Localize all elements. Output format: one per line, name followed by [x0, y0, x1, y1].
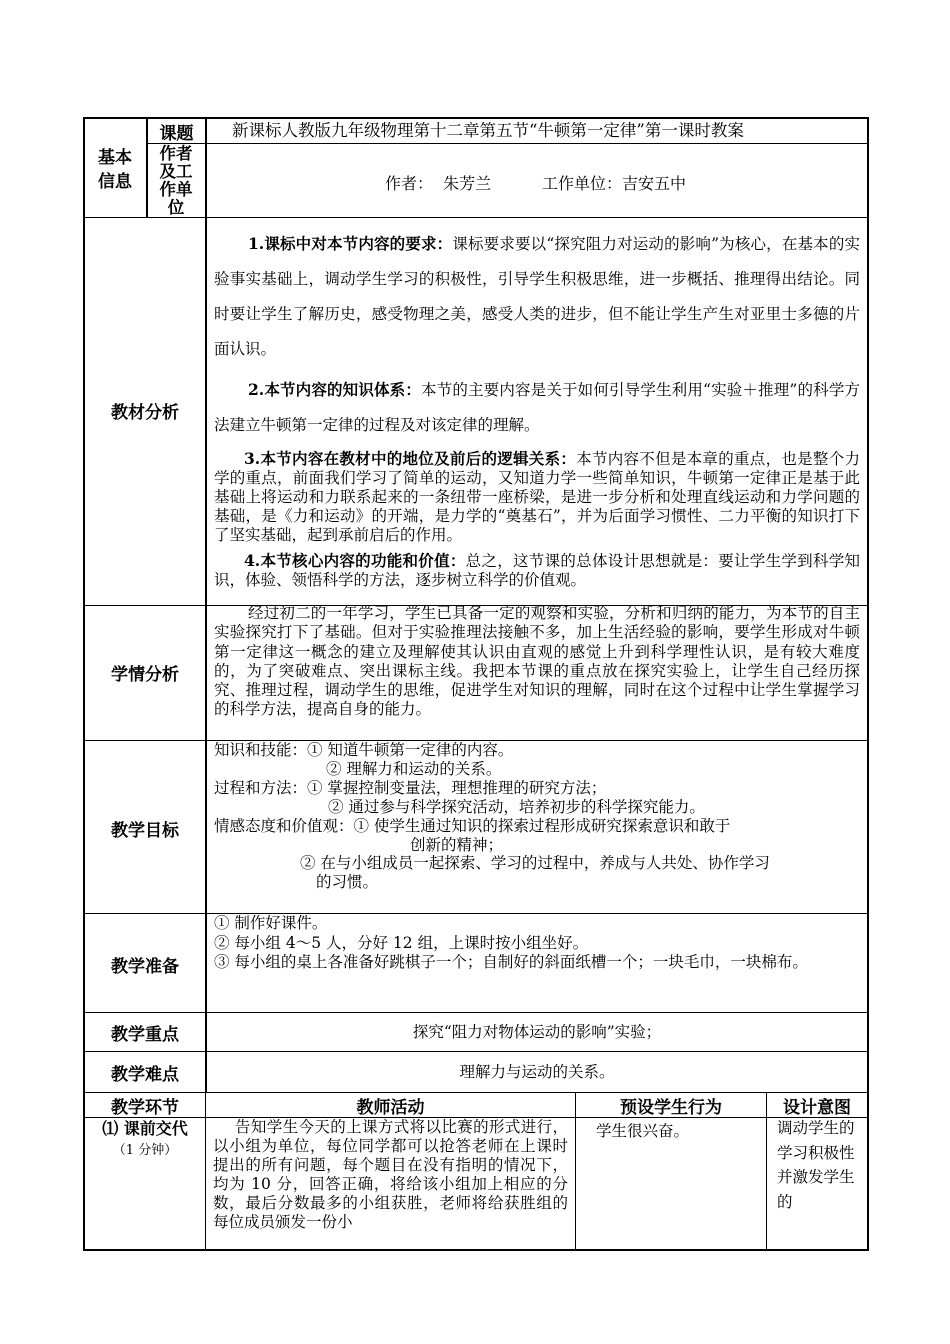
process-header-student: 预设学生行为 — [620, 1097, 722, 1118]
goal-line-6: 创新的精神； — [410, 835, 504, 854]
difficulty-label: 教学难点 — [111, 1064, 179, 1085]
process-step-name: ⑴ 课前交代 — [102, 1119, 188, 1138]
basic-info-label: 基本信息 — [98, 148, 132, 192]
goal-line-3: 过程和方法：① 掌握控制变量法，理想推理的研究方法； — [214, 778, 607, 797]
teaching-prep-content — [214, 914, 860, 973]
student-analysis-content: 经过初二的一年学习，学生已具备一定的观察和实验，分析和归纳的能力，为本节的自主实验探究打下了基础。但对于实验推理法接触不多，加上生活经验的影响，要学生形成对牛顿第一定律这一概念的建立及理解使其认识由直观的感觉上升到科学理性认识，是有较大难度的，为了突破难点、突出课标主线。我把本节课的重点放在探究实验上，让学生自己经历探究、推理过程，调动学生的思维，促进学生对知识的理解，同时在这个过程中让学生掌握学习的科学方法，提高自身的能力。 — [214, 604, 860, 719]
process-header-teacher: 教师活动 — [356, 1097, 425, 1118]
goal-line-1: 知识和技能：① 知道牛顿第一定律的内容。 — [214, 741, 514, 759]
material-p1: 1.课标中对本节内容的要求：课标要求要以“探究阻力对运动的影响”为核心，在基本的实验事实基础上，调动学生学习的积极性，引导学生积极思维，进一步概括、推理得出结论。同时要让学生了解历史，感受物理之美，感受人类的进步，但不能让学生产生对亚里士多德的片面认识。 — [214, 234, 860, 358]
process-step-cell — [85, 1118, 205, 1162]
process-header-step: 教学环节 — [111, 1097, 179, 1118]
process-step-time: （1 分钟） — [112, 1143, 178, 1158]
prep-line-3: ③ 每小组的桌上各准备好跳棋子一个；自制好的斜面纸槽一个；一块毛巾，一块棉布。 — [214, 953, 808, 971]
lesson-title: 新课标人教版九年级物理第十二章第五节“牛顿第一定律”第一课时教案 — [232, 121, 744, 140]
process-design-intent: 调动学生的学习积极性并激发学生的 — [777, 1119, 855, 1211]
teaching-goals-content — [214, 741, 864, 892]
goal-line-8: 的习惯。 — [316, 873, 379, 892]
key-point-label: 教学重点 — [111, 1024, 179, 1045]
goal-line-5: 情感态度和价值观：① 使学生通过知识的探索过程形成研究探索意识和敢于 — [214, 816, 731, 835]
prep-line-2: ② 每小组 4～5 人，分好 12 组，上课时按小组坐好。 — [214, 933, 589, 952]
goal-line-2: ② 理解力和运动的关系。 — [326, 759, 502, 778]
goal-line-4: ② 通过参与科学探究活动，培养初步的科学探究能力。 — [328, 797, 705, 816]
title-label: 课题 — [159, 123, 194, 144]
material-analysis-content — [214, 226, 860, 590]
author-label: 作者及工作单位 — [159, 143, 193, 217]
student-analysis-label: 学情分析 — [111, 664, 179, 685]
key-point-value: 探究“阻力对物体运动的影响”实验； — [412, 1023, 662, 1041]
material-p4: 4.本节核心内容的功能和价值：总之，这节课的总体设计思想就是：要让学生学到科学知识，体验、领悟科学的方法，逐步树立科学的价值观。 — [214, 551, 860, 589]
material-p2: 2.本节内容的知识体系：本节的主要内容是关于如何引导学生利用“实验＋推理”的科学方法建立牛顿第一定律的过程及对该定律的理解。 — [214, 380, 860, 434]
process-header-intent: 设计意图 — [783, 1097, 851, 1118]
prep-line-1: ① 制作好课件。 — [214, 914, 328, 932]
difficulty-value: 理解力与运动的关系。 — [459, 1063, 615, 1081]
goal-line-7: ② 在与小组成员一起探索、学习的过程中，养成与人共处、协作学习 — [300, 854, 770, 873]
material-p3: 3.本节内容在教材中的地位及前后的逻辑关系：本节内容不但是本章的重点，也是整个力学的重点，前面我们学习了简单的运动，又知道力学一些简单知识，牛顿第一定律正是基于此基础上将运动和力联系起来的一条纽带一座桥梁，是进一步分析和处理直线运动和力学问题的基础，是《力和运动》的开端，是力学的“奠基石”，并为后面学习惯性、二力平衡的知识打下了坚实基础，起到承前启后的作用。 — [214, 449, 860, 544]
teaching-prep-label: 教学准备 — [111, 956, 179, 977]
process-student-behavior: 学生很兴奋。 — [596, 1122, 690, 1140]
material-analysis-label: 教材分析 — [111, 402, 179, 423]
author-info: 作者： 朱芳兰 工作单位：吉安五中 — [385, 174, 687, 193]
teaching-goals-label: 教学目标 — [111, 820, 179, 841]
process-teacher-activity: 告知学生今天的上课方式将以比赛的形式进行，以小组为单位，每位同学都可以抢答老师在上课时提出的所有问题，每个题目在没有指明的情况下，均为 10 分，回答正确，将给该小组加上相应的分数，最后分数最多的小组获胜，老师将给获胜组的每位成员颁发一份小 — [213, 1118, 568, 1231]
